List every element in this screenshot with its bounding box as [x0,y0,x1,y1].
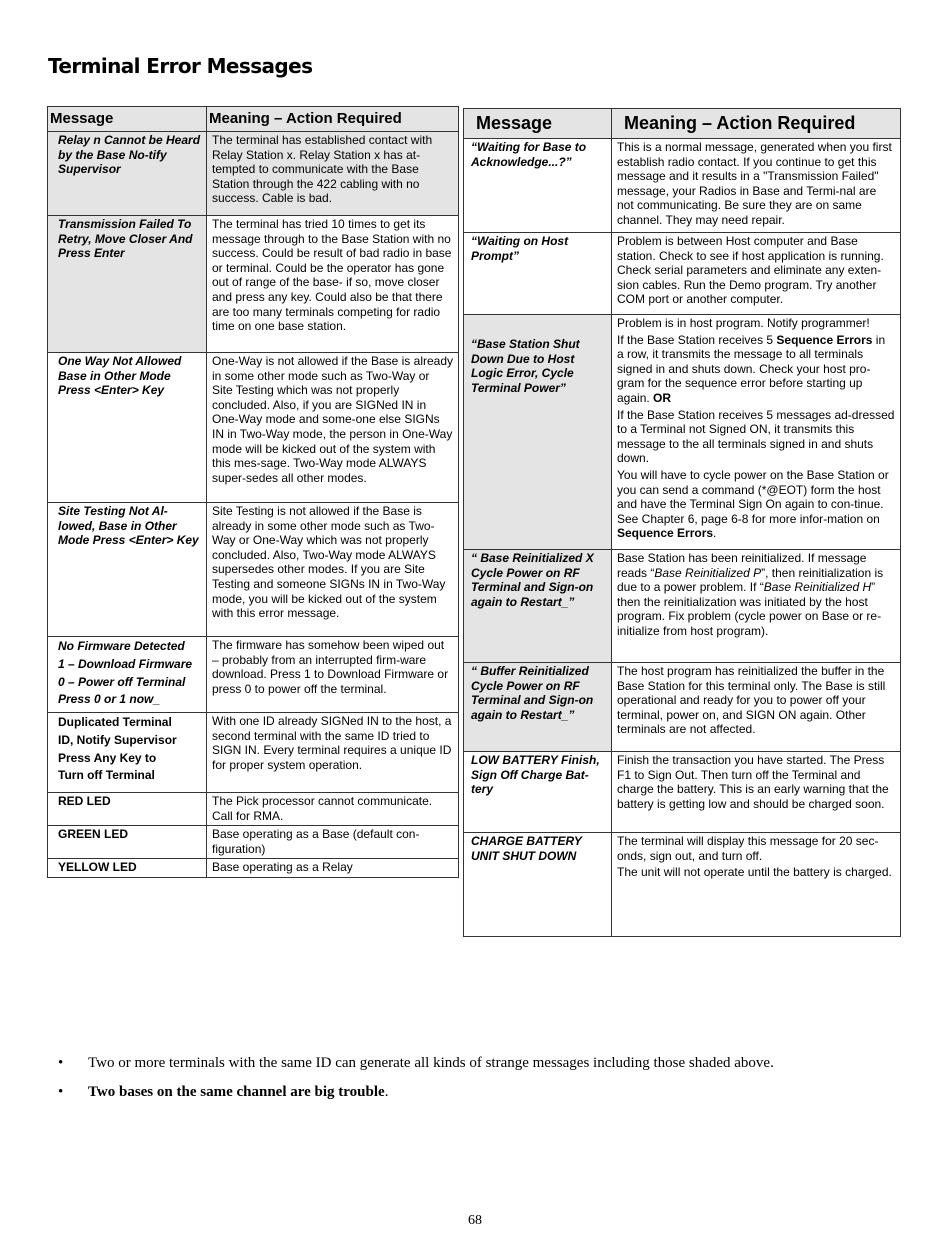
table-row [48,859,459,878]
meaning-text: You will have to cycle power on the Base Station or you can send a command (*@EOT) form the host and have the Terminal Sign On again to con-tinue. See Chapter 6, page 6-8 for more infor-mation on [617,467,889,526]
table-row [464,833,901,937]
meaning-text: Base operating as a Relay [212,860,353,875]
table-row [48,503,459,637]
table-row [464,663,901,752]
meaning-cell [207,132,459,216]
note-suffix: . [384,1084,389,1100]
meaning-text: Sequence Errors [776,332,873,347]
meaning-paragraph [617,468,895,541]
message-cell: RED LED [48,793,207,826]
meaning-paragraph [617,834,895,863]
meaning-paragraph [212,217,453,334]
message-cell: One Way Not Allowed Base in Other Mode Press <Enter> Key [48,353,207,503]
notes-list [58,1055,774,1113]
error-messages-table-right [463,108,901,937]
message-cell: Transmission Failed To Retry, Move Closer And Press Enter [48,216,207,353]
meaning-paragraph [212,860,453,875]
meaning-cell [612,550,901,663]
meaning-text: The unit will not operate until the battery is charged. [617,865,892,880]
meaning-cell [612,139,901,233]
meaning-cell [207,353,459,503]
meaning-text: The Pick processor cannot communicate. Call for RMA. [212,794,433,823]
meaning-text: Base Station has been reinitialized. If message reads “ [617,551,867,580]
message-cell: Site Testing Not Al-lowed, Base in Other Mode Press <Enter> Key [48,503,207,637]
table-row [48,637,459,713]
column-header-message: Message [464,109,612,139]
table-row [48,353,459,503]
table-row [464,139,901,233]
note-text: Two or more terminals with the same ID can generate all kinds of strange messages including those shaded above. [88,1055,774,1071]
table-row [48,826,459,859]
meaning-text: With one ID already SIGNed IN to the host, a second terminal with the same ID tried to SIGN IN. Every terminal requires a unique ID for proper system operation. [212,714,452,772]
column-header-meaning: Meaning – Action Required [207,107,459,132]
message-cell: CHARGE BATTERY UNIT SHUT DOWN [464,833,612,937]
table-row [464,315,901,550]
table-row [464,233,901,315]
meaning-text: Base Reinitialized P [654,565,762,580]
bullet-icon: • [58,1084,64,1100]
message-cell: “Base Station Shut Down Due to Host Logic Error, Cycle Terminal Power” [464,315,612,550]
meaning-paragraph [617,234,895,307]
message-cell: Relay n Cannot be Heard by the Base No-tify Supervisor [48,132,207,216]
meaning-text: One-Way is not allowed if the Base is already in some other mode such as Two-Way or Site Testing which was not properly concluded. Also, if you are SIGNed IN in One-Way mode and some-one else SIGNs IN in Two-Way mode, the person in One-Way mode will be kicked out of the system with this mes-sage. Two-Way mode ALWAYS super-sedes all other modes. [212,354,454,485]
meaning-text: The terminal has tried 10 times to get its message through to the Base Station with no success. Could be result of bad radio in base or terminal. Could be the operator has gone out of range of the base- if so, move closer and press any key. Could also be that there are too many terminals competing for radio time on one base station. [212,217,452,334]
meaning-text: Finish the transaction you have started. The Press F1 to Sign Out. Then turn off the Terminal and charge the battery. This is an early warning that the battery is getting low and should be charged soon. [617,753,889,811]
meaning-text: in a row, it transmits the message to all terminals signed in and shuts down. Check your host pro-gram for the sequence error before starting up again. [617,332,886,405]
meaning-paragraph [617,316,895,331]
page-title: Terminal Error Messages [48,54,313,78]
table-row [48,793,459,826]
meaning-text: If the Base Station receives 5 [617,332,777,347]
meaning-text: The host program has reinitialized the buffer in the Base Station for this terminal only. The Base is still operational and ready for you to power off your terminal, power on, and SIGN ON again. Other terminals are not affected. [617,664,886,737]
meaning-text: Base operating as a Base (default con-figuration) [212,827,420,856]
table-row [48,216,459,353]
message-cell: Duplicated Terminal ID, Notify Supervisor Press Any Key to Turn off Terminal [48,713,207,793]
message-cell: GREEN LED [48,826,207,859]
meaning-paragraph [617,664,895,737]
column-header-meaning: Meaning – Action Required [612,109,901,139]
meaning-text: OR [653,390,672,405]
meaning-paragraph [212,638,453,696]
meaning-cell [207,713,459,793]
meaning-cell [207,793,459,826]
message-cell: “ Buffer Reinitialized Cycle Power on RF Terminal and Sign-on again to Restart_” [464,663,612,752]
meaning-text: ” then the reinitialization was initiated by the host program. Fix problem (cycle power on Base or re-initialize from host program). [617,580,882,638]
message-cell: “Waiting for Base to Acknowledge...?” [464,139,612,233]
meaning-cell [612,663,901,752]
meaning-paragraph [212,794,453,823]
message-cell: LOW BATTERY Finish, Sign Off Charge Bat-tery [464,752,612,833]
message-cell: “Waiting on Host Prompt” [464,233,612,315]
table-row [48,132,459,216]
meaning-cell [612,833,901,937]
note-item [58,1055,774,1072]
message-cell: YELLOW LED [48,859,207,878]
error-messages-table-left [47,106,459,878]
column-header-message: Message [48,107,207,132]
meaning-text: The terminal has established contact with Relay Station x. Relay Station x has at-tempted to communicate with the Base Station through the 422 cabling with no success. Cable is bad. [212,133,433,206]
meaning-paragraph [212,354,453,485]
message-cell: “ Base Reinitialized X Cycle Power on RF Terminal and Sign-on again to Restart_” [464,550,612,663]
meaning-text: Problem is between Host computer and Base station. Check to see if host application is running. Check serial parameters and eliminate any exten-sion cables. Run the Demo program. Try another COM port or another computer. [617,234,884,307]
table-row [48,713,459,793]
table-row [464,550,901,663]
meaning-text: Problem is in host program. Notify programmer! [617,316,870,330]
meaning-text: The firmware has somehow been wiped out – probably from an interrupted firm-ware download. Press 1 to Download Firmware or press 0 to power off the terminal. [212,638,449,696]
meaning-text: The terminal will display this message for 20 sec-onds, sign out, and turn off. [617,834,879,863]
meaning-text: Sequence Errors [617,526,714,541]
meaning-paragraph [617,551,895,639]
meaning-cell [207,826,459,859]
meaning-text: ”, then reinitialization is due to a power problem. If “ [617,565,884,595]
meaning-paragraph [617,408,895,466]
meaning-text: Site Testing is not allowed if the Base is already in some other mode such as Two-Way or One-Way which was not properly concluded. Also, Two-Way mode ALWAYS supersedes other modes. If you are Site Testing and someone SIGNs IN in Two-Way mode, you will be kicked out of the system with this error message. [212,504,446,621]
meaning-cell [207,216,459,353]
meaning-text: If the Base Station receives 5 messages ad-dressed to a Terminal not Signed ON, it transmits this message to the all terminals signed in and shuts down. [617,407,895,466]
meaning-cell [207,503,459,637]
meaning-paragraph [617,333,895,406]
meaning-cell [612,233,901,315]
meaning-text: Base Reinitialized H [763,580,872,595]
meaning-paragraph [212,827,453,856]
meaning-paragraph [617,140,895,228]
meaning-cell [207,637,459,713]
note-text: Two bases on the same channel are big trouble [88,1084,385,1100]
meaning-cell [612,752,901,833]
meaning-paragraph [212,504,453,621]
meaning-cell [612,315,901,550]
meaning-paragraph [212,714,453,772]
note-item [58,1084,774,1101]
meaning-paragraph [617,865,895,880]
meaning-paragraph [617,753,895,811]
table-row [464,752,901,833]
meaning-text: . [713,526,717,541]
meaning-paragraph [212,133,453,206]
message-cell: No Firmware Detected 1 – Download Firmware 0 – Power off Terminal Press 0 or 1 now_ [48,637,207,713]
meaning-cell [207,859,459,878]
bullet-icon: • [58,1055,64,1071]
meaning-text: This is a normal message, generated when you first establish radio contact. If you continue to get this message and it results in a "Transmission Failed" message, your Radios in Base and Termi-nal are not communicating. Be sure they are on same channel. They may need repair. [617,140,892,227]
page-number: 68 [468,1213,482,1228]
